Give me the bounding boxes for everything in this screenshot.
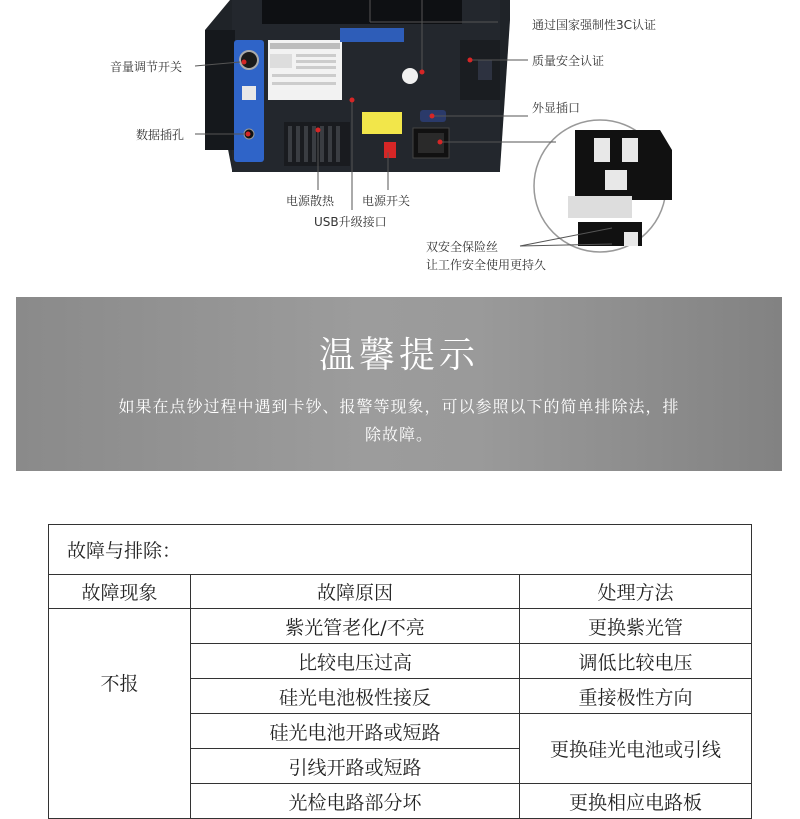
header-cause: 故障原因 bbox=[191, 575, 520, 609]
callout-ccc: 通过国家强制性3C认证 bbox=[532, 18, 657, 32]
cause-cell: 硅光电池开路或短路 bbox=[191, 714, 520, 749]
callout-external: 外显插口 bbox=[532, 101, 581, 115]
callout-volume: 音量调节开关 bbox=[110, 60, 183, 74]
cause-cell: 引线开路或短路 bbox=[191, 749, 520, 784]
cause-cell: 硅光电池极性接反 bbox=[191, 679, 520, 714]
callout-quality: 质量安全认证 bbox=[532, 54, 605, 68]
symptom-cell: 不报 bbox=[49, 609, 191, 819]
callout-power-switch: 电源开关 bbox=[362, 194, 411, 208]
callout-heat: 电源散热 bbox=[286, 194, 335, 208]
banner-text: 如果在点钞过程中遇到卡钞、报警等现象，可以参照以下的简单排除法，排除故障。 bbox=[118, 397, 680, 444]
callout-data-port: 数据插孔 bbox=[136, 128, 185, 142]
cause-cell: 光检电路部分坏 bbox=[191, 784, 520, 819]
callout-fuse-line1: 双安全保险丝 bbox=[426, 240, 499, 254]
cause-cell: 比较电压过高 bbox=[191, 644, 520, 679]
header-fix: 处理方法 bbox=[520, 575, 752, 609]
fuse-socket-zoom bbox=[568, 130, 672, 246]
table-row bbox=[49, 609, 752, 644]
fix-cell: 更换相应电路板 bbox=[520, 784, 752, 819]
table-caption: 故障与排除： bbox=[49, 525, 752, 575]
fix-cell: 重接极性方向 bbox=[520, 679, 752, 714]
fix-cell: 更换紫光管 bbox=[520, 609, 752, 644]
machine-back-illustration bbox=[0, 0, 800, 290]
tips-banner bbox=[16, 297, 782, 471]
header-symptom: 故障现象 bbox=[49, 575, 191, 609]
product-photo bbox=[0, 0, 800, 290]
fix-cell: 更换硅光电池或引线 bbox=[520, 714, 752, 784]
fix-cell: 调低比较电压 bbox=[520, 644, 752, 679]
cause-cell: 紫光管老化/不亮 bbox=[191, 609, 520, 644]
callout-fuse-line2: 让工作安全使用更持久 bbox=[426, 258, 547, 272]
banner-title: 温馨提示 bbox=[318, 335, 479, 376]
fault-table bbox=[48, 524, 751, 814]
callout-usb: USB升级接口 bbox=[314, 215, 387, 229]
